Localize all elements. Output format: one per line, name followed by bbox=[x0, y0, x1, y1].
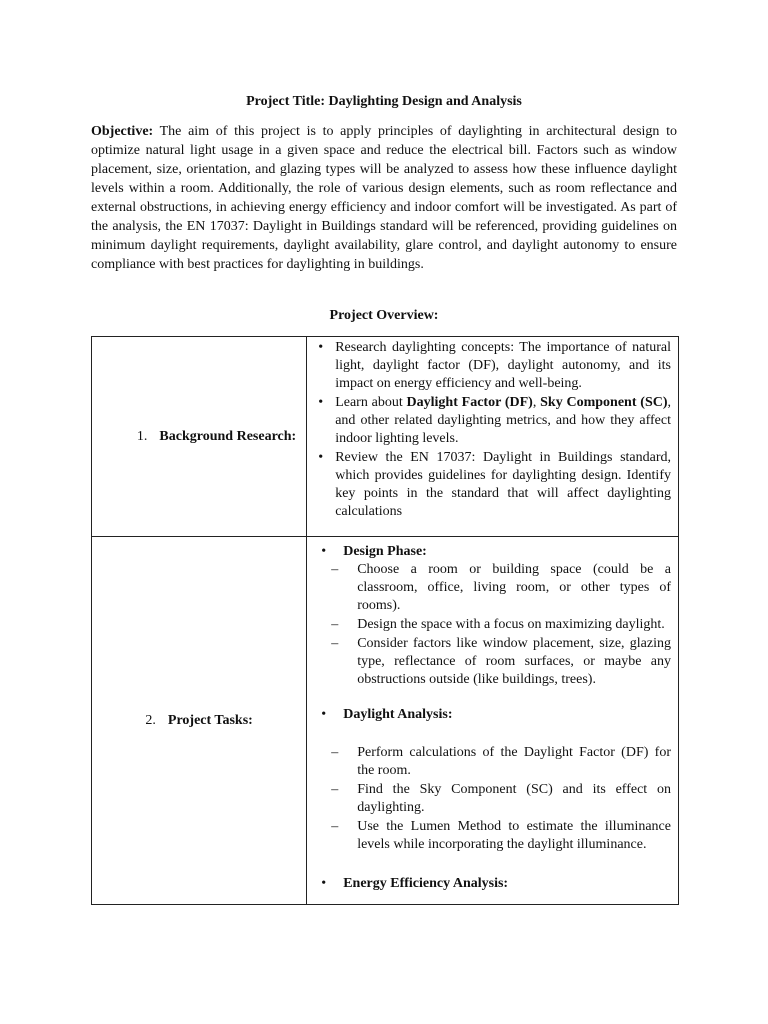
bullet-icon: • bbox=[318, 340, 324, 355]
row-label: Project Tasks: bbox=[167, 712, 253, 728]
list-item-text: Review the EN 17037: Daylight in Buildings standard, which provides guidelines for daylighting design. Identify key points in the standard that will affect daylighting calculations bbox=[335, 450, 671, 519]
phase-heading-energy-efficiency bbox=[313, 875, 671, 893]
list-item bbox=[313, 561, 671, 615]
bullet-icon: • bbox=[321, 876, 327, 891]
list-item-text-post: , and other related daylighting metrics, and how they affect indoor lighting levels. bbox=[335, 395, 672, 446]
list-item-text-mid: , bbox=[532, 395, 541, 410]
phase-heading-design bbox=[313, 543, 671, 561]
list-item-bold-df: Daylight Factor (DF) bbox=[406, 395, 533, 410]
overview-heading: Project Overview: bbox=[329, 308, 439, 323]
list-item-text: Choose a room or building space (could be a classroom, office, living room, or other types of rooms). bbox=[357, 562, 671, 613]
bullet-icon: • bbox=[318, 395, 324, 410]
phase-title: Design Phase: bbox=[343, 544, 427, 559]
dash-icon: – bbox=[331, 636, 339, 651]
dash-icon: – bbox=[331, 782, 339, 797]
row-number: 1. bbox=[136, 428, 148, 444]
dash-icon: – bbox=[331, 562, 339, 577]
list-item-text: Design the space with a focus on maximizing daylight. bbox=[357, 617, 665, 632]
list-item-bold-sc: Sky Component (SC) bbox=[540, 395, 668, 410]
list-item bbox=[313, 394, 671, 448]
row-label-cell bbox=[92, 537, 307, 905]
table-row-project-tasks bbox=[92, 537, 679, 905]
dash-icon: – bbox=[331, 617, 339, 632]
dash-list-design bbox=[313, 561, 671, 689]
table-row-background-research bbox=[92, 337, 679, 537]
row-label-cell bbox=[92, 337, 307, 537]
dash-list-daylight bbox=[313, 744, 671, 854]
phase-title: Energy Efficiency Analysis: bbox=[343, 876, 509, 891]
objective-text: The aim of this project is to apply principles of daylighting in architectural design to optimize natural light usage in a given space and reduce the electrical bill. Factors such as window placement, size, orientation, and glazing types will be analyzed to assess how these influence daylight levels within a room. Additionally, the role of various design elements, such as room reflectance and external obstructions, in achieving energy efficiency and indoor comfort will be investigated. As part of the analysis, the EN 17037: Daylight in Buildings standard will be referenced, providing guidelines on minimum daylight requirements, daylight availability, glare control, and daylight autonomy to ensure compliance with best practices for daylighting in buildings. bbox=[91, 124, 677, 272]
bullet-icon: • bbox=[321, 544, 327, 559]
list-item-text: Use the Lumen Method to estimate the illuminance levels while incorporating the daylight illuminance. bbox=[357, 819, 671, 852]
bullet-icon: • bbox=[321, 707, 327, 722]
phase-heading-daylight-analysis bbox=[313, 706, 671, 724]
bullet-icon: • bbox=[318, 450, 324, 465]
project-overview-table bbox=[91, 336, 679, 905]
row-content-cell bbox=[307, 537, 679, 905]
phase-title: Daylight Analysis: bbox=[343, 707, 453, 722]
document-title: Project Title: Daylighting Design and Analysis bbox=[246, 94, 522, 109]
row-label: Background Research: bbox=[159, 428, 297, 444]
list-item bbox=[313, 449, 671, 521]
list-item-text-pre: Learn about bbox=[335, 395, 407, 410]
list-item bbox=[313, 781, 671, 817]
list-item-text: Perform calculations of the Daylight Factor (DF) for the room. bbox=[357, 745, 671, 778]
list-item bbox=[313, 616, 671, 634]
row-number: 2. bbox=[145, 712, 156, 728]
list-item-text: Consider factors like window placement, size, glazing type, reflectance of room surfaces, or maybe any obstructions outside (like buildings, trees). bbox=[357, 636, 671, 687]
list-item bbox=[313, 635, 671, 689]
list-item bbox=[313, 339, 671, 393]
row-content-cell bbox=[307, 337, 679, 537]
list-item-text: Find the Sky Component (SC) and its effect on daylighting. bbox=[357, 782, 671, 815]
list-item bbox=[313, 818, 671, 854]
objective-paragraph bbox=[91, 122, 677, 274]
dash-icon: – bbox=[331, 745, 339, 760]
list-item-text: Research daylighting concepts: The importance of natural light, daylight factor (DF), daylight autonomy, and its impact on energy efficiency and well-being. bbox=[335, 340, 671, 391]
dash-icon: – bbox=[331, 819, 339, 834]
bullet-list bbox=[313, 339, 671, 521]
objective-label: Objective: bbox=[91, 124, 154, 139]
list-item bbox=[313, 744, 671, 780]
